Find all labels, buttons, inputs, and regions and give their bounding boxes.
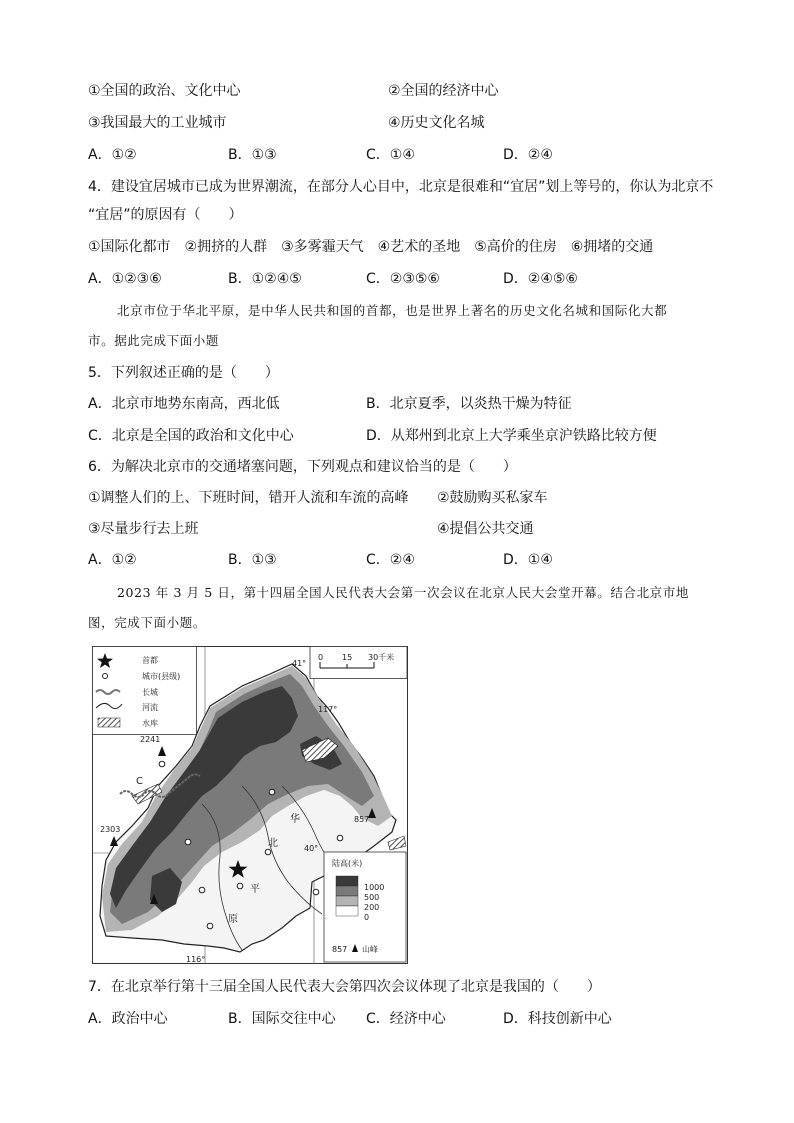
q7-choice-c: C．经济中心 [366,1011,446,1027]
label-yuan: 原 [228,914,238,925]
elev-200: 200 [364,903,380,912]
elev-peak-label: 山峰 [362,945,378,954]
passage2-line2: 图，完成下面小题。 [88,615,206,630]
q3-choice-d: D．②④ [503,147,553,163]
q4-stem-line2: “宜居”的原因有（ ） [88,207,243,223]
q4-stem-line1: 4．建设宜居城市已成为世界潮流，在部分人心目中，北京是很难和“宜居”划上等号的，你认为北京不 [88,179,714,195]
label-ping: 平 [250,884,260,895]
q6-choice-a: A．①② [88,552,137,568]
legend-city: 城市(县级) [142,672,181,681]
beijing-map [92,646,408,964]
q6-statement-2: ②鼓励购买私家车 [437,490,548,506]
q6-statement-4: ④提倡公共交通 [437,521,534,537]
swatch-500 [336,886,358,896]
lon-117-label: 117° [318,705,338,714]
elev-1000: 1000 [364,883,385,892]
elevation-title: 陆高(米) [332,859,363,868]
label-hua: 华 [290,814,300,825]
q6-choice-d: D．①④ [503,552,553,568]
legend-wall: 长城 [142,688,158,697]
q6-choice-b: B．①③ [228,552,277,568]
passage1-line1: 北京市位于华北平原，是中华人民共和国的首都，也是世界上著名的历史文化名城和国际化大都 [117,303,668,318]
q4-statements: ①国际化都市 ②拥挤的人群 ③多雾霾天气 ④艺术的圣地 ⑤高价的住房 ⑥拥堵的交通 [88,239,654,255]
q7-choice-d: D．科技创新中心 [503,1011,612,1027]
legend-capital: 首都 [142,656,158,665]
legend-reservoir-icon [98,718,120,727]
q6-statement-1: ①调整人们的上、下班时间，错开人流和车流的高峰 [88,490,409,506]
scale-30: 30千米 [368,653,395,662]
q7-choice-a: A．政治中心 [88,1011,168,1027]
peak-2241-label: 2241 [140,735,161,744]
q6-choice-c: C．②④ [366,552,415,568]
q3-statement-2: ②全国的经济中心 [388,83,499,99]
elev-500: 500 [364,893,380,902]
passage1-line2: 市。据此完成下面小题 [88,333,220,348]
elev-0: 0 [364,913,370,922]
q5-choice-d: D．从郑州到北京上大学乘坐京沪铁路比较方便 [366,428,657,444]
q3-statement-4: ④历史文化名城 [388,115,485,131]
q3-choice-a: A．①② [88,147,137,163]
q3-choice-c: C．①④ [366,147,415,163]
q7-stem: 7．在北京举行第十三届全国人民代表大会第四次会议体现了北京是我国的（ ） [88,979,601,995]
swatch-0 [336,906,358,916]
scale-box [310,647,407,679]
q4-choice-a: A．①②③⑥ [88,271,162,287]
label-c: C [136,776,143,787]
q3-statement-3: ③我国最大的工业城市 [88,115,227,131]
q5-choice-b: B．北京夏季，以炎热干燥为特征 [366,396,572,412]
q6-stem: 6．为解决北京市的交通堵塞问题，下列观点和建议恰当的是（ ） [88,459,517,475]
swatch-200 [336,896,358,906]
lat-40-label: 40° [304,844,319,853]
legend-reservoir: 水库 [142,719,158,728]
q4-choice-b: B．①②④⑤ [228,271,302,287]
q3-choice-b: B．①③ [228,147,277,163]
scale-0: 0 [318,653,324,662]
label-bei: 北 [268,838,278,849]
q4-choice-d: D．②④⑤⑥ [503,271,578,287]
scale-15: 15 [342,653,353,662]
q6-statement-3: ③尽量步行去上班 [88,521,199,537]
lon-116-label: 116° [186,955,206,964]
legend-river: 河流 [142,703,158,712]
lat-41-label: 41° [292,659,307,668]
q4-choice-c: C．②③⑤⑥ [366,271,440,287]
q5-choice-a: A．北京市地势东南高，西北低 [88,396,280,412]
elev-peak-value: 857 [332,945,348,954]
q5-choice-c: C．北京是全国的政治和文化中心 [88,428,294,444]
swatch-1000 [336,876,358,886]
legend-city-icon [103,674,108,679]
peak-2303-label: 2303 [100,825,121,834]
peak-857-label: 857 [354,815,370,824]
q3-statement-1: ①全国的政治、文化中心 [88,83,241,99]
passage2-line1: 2023 年 3 月 5 日，第十四届全国人民代表大会第一次会议在北京人民大会堂开幕。结合北京市地 [117,585,689,600]
q5-stem: 5．下列叙述正确的是（ ） [88,365,279,381]
q7-choice-b: B．国际交往中心 [228,1011,336,1027]
